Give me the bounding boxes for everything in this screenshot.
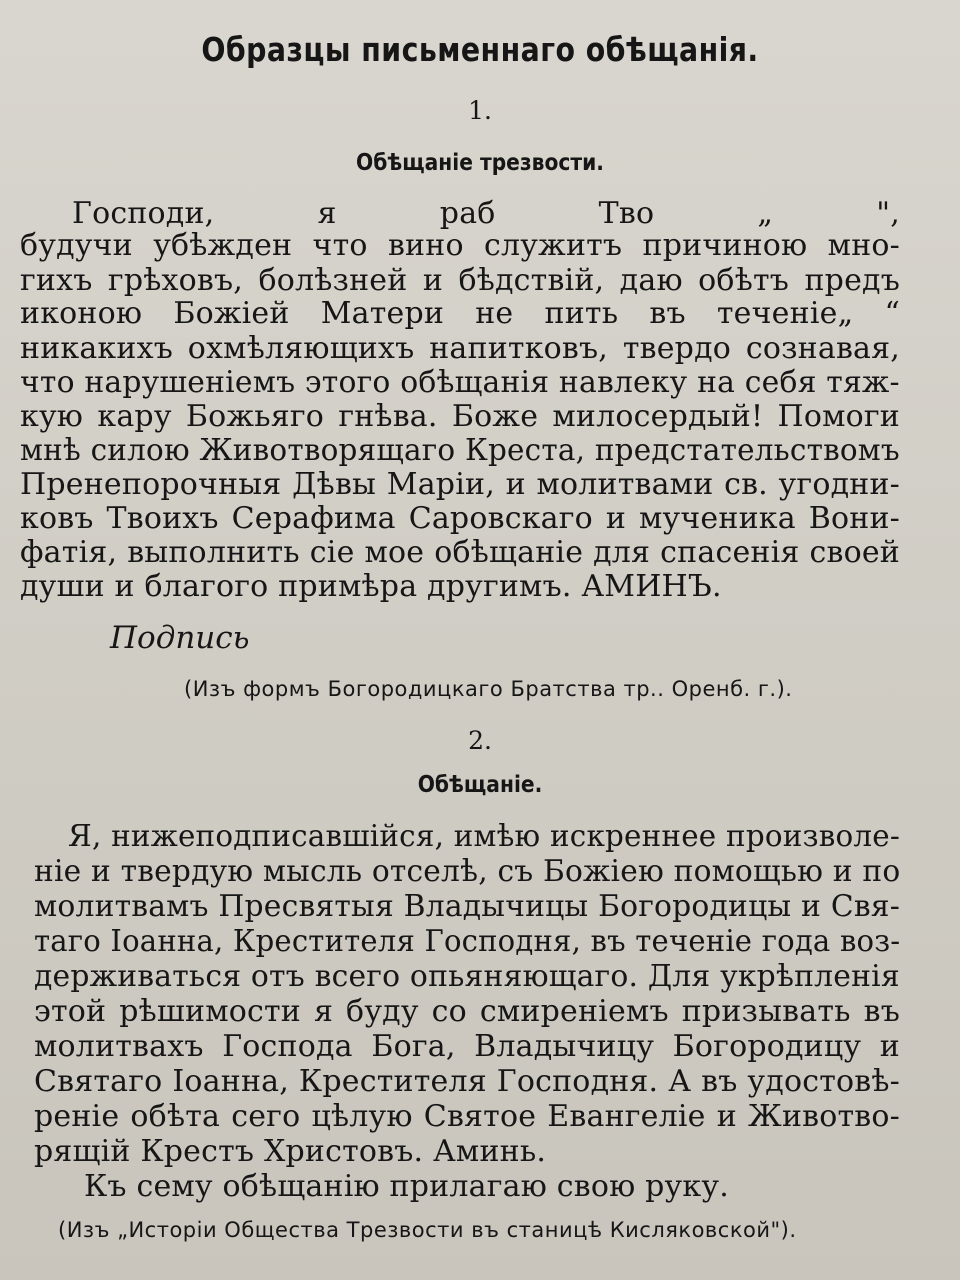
section-1-line: фатія, выполнить сіе мое обѣщаніе для спасенія своей xyxy=(20,535,900,570)
section-1-line: кую кару Божьяго гнѣва. Боже милосердый! Помоги xyxy=(20,399,900,434)
section-2-heading: Обѣщаніе. xyxy=(417,772,543,798)
section-1-line: ковъ Твоихъ Серафима Саровскаго и мученика Вони- xyxy=(20,501,900,536)
section-1-source: (Изъ формъ Богородицкаго Братства тр.. Оренб. г.). xyxy=(184,677,793,701)
section-2-line: таго Іоанна, Крестителя Господня, въ теченіе года воз- xyxy=(34,924,901,959)
section-1-line: души и благого примѣра другимъ. АМИНЪ. xyxy=(20,569,722,604)
section-2-line: ніе и твердую мысль отселѣ, съ Божіею помощью и по xyxy=(34,854,901,889)
section-1-line: Пренепорочныя Дѣвы Маріи, и молитвами св. угодни- xyxy=(20,467,900,502)
section-2-line: Къ сему обѣщанію прилагаю свою руку. xyxy=(84,1169,729,1204)
section-1-line: мнѣ силою Животворящаго Креста, предстательствомъ xyxy=(20,433,900,468)
signature-label: Подпись xyxy=(110,620,250,656)
section-1-number: 1. xyxy=(468,96,492,125)
section-1-line: что нарушеніемъ этого обѣщанія навлеку на себя тяж- xyxy=(20,365,900,400)
page-title: Образцы письменнаго обѣщанія. xyxy=(201,30,759,69)
section-2-line: реніе обѣта сего цѣлую Святое Евангеліе и Животво- xyxy=(34,1099,900,1134)
section-2-line: Я, нижеподписавшійся, имѣю искреннее произволе- xyxy=(68,819,901,854)
section-1-line: никакихъ охмѣляющихъ напитковъ, твердо сознавая, xyxy=(20,331,900,366)
section-2-number: 2. xyxy=(468,726,492,755)
section-2-line: этой рѣшимости я буду со смиреніемъ призывать въ xyxy=(34,994,900,1029)
section-1-heading: Обѣщаніе трезвости. xyxy=(356,150,604,176)
section-1-line: будучи убѣжден что вино служитъ причиною мно- xyxy=(20,228,900,263)
section-2-line: рящій Крестъ Христовъ. Аминь. xyxy=(34,1134,547,1169)
section-2-line: держиваться отъ всего опьяняющаго. Для укрѣпленія xyxy=(34,959,900,994)
section-1-line: иконою Божіей Матери не пить въ теченіе„ “ xyxy=(20,296,900,331)
section-2-source: (Изъ „Исторіи Общества Трезвости въ станицѣ Кисляковской"). xyxy=(58,1218,797,1242)
section-2-line: молитвахъ Господа Бога, Владычицу Богородицу и xyxy=(34,1029,900,1064)
section-2-line: Святаго Іоанна, Крестителя Господня. А въ удостовѣ- xyxy=(34,1064,900,1099)
section-2-line: молитвамъ Пресвятыя Владычицы Богородицы и Свя- xyxy=(34,889,901,924)
section-1-line: Господи, я раб Тво „ ", xyxy=(72,196,900,231)
section-1-line: гихъ грѣховъ, болѣзней и бѣдствій, даю обѣтъ предъ xyxy=(20,263,900,298)
